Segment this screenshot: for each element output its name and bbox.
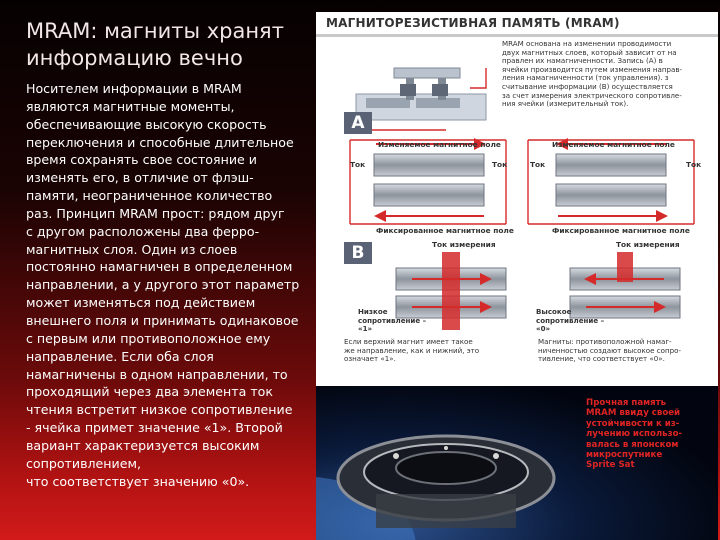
body-line: раз. Принцип MRAM прост: рядом друг — [26, 205, 285, 221]
body-line: направлении, а у другого этот параметр — [26, 277, 300, 293]
caption-line: Прочная память — [586, 398, 667, 408]
body-line: Носителем информации в MRAM — [26, 81, 242, 96]
explanation-line: Магниты: противоположной намаг- — [538, 337, 672, 346]
body-line: постоянно намагничен в определенном — [26, 259, 293, 275]
infographic-title: МАГНИТОРЕЗИСТИВНАЯ ПАМЯТЬ (MRAM) — [326, 16, 620, 30]
body-line: сопротивлением, — [26, 455, 141, 471]
body-line: являются магнитные моменты, — [26, 98, 235, 114]
label-current: Ток — [530, 160, 546, 169]
body-line: с другом расположены два ферро- — [26, 223, 260, 239]
intro-line: двух магнитных слоев, который зависит от на — [502, 47, 677, 57]
explanation-line: Если верхний магнит имеет такое — [344, 337, 473, 346]
explanation-line: тивление, что соответствует «0». — [538, 354, 665, 364]
label-current: Ток — [350, 160, 366, 169]
body-line: намагничены в одном направлении, то — [26, 366, 288, 382]
title-divider — [316, 34, 718, 37]
intro-line: MRAM основана на изменении проводимости — [502, 39, 672, 48]
body-line: может изменяться под действием — [26, 295, 256, 311]
label-current: Ток — [492, 160, 508, 169]
body-line: проходящий через два элемента ток — [26, 384, 273, 400]
body-line: время сохранять свое состояние и — [26, 152, 257, 168]
slide-body-text — [26, 80, 310, 490]
section-a-badge: A — [344, 112, 372, 134]
label-current: Ток — [686, 160, 702, 169]
body-line: обеспечивающие высокую скорость — [26, 116, 267, 132]
caption-line: устойчивости к из- — [586, 418, 680, 429]
body-line: магнитных слоя. Один из слоев — [26, 241, 238, 257]
body-line: внешнего поля и принимать одинаковое — [26, 312, 299, 328]
label-variable-field: Изменяемое магнитное поле — [552, 140, 675, 149]
label-high-resistance: Высокое сопротивление – «0» — [536, 307, 605, 334]
body-line: памяти, неограниченное количество — [26, 188, 273, 204]
body-line: вариант характеризуется высоким — [26, 437, 260, 453]
caption-line: микроспутнике — [586, 450, 663, 461]
body-line: направление. Если оба слоя — [26, 348, 214, 364]
label-low-resistance: Низкое сопротивление – «1» — [358, 307, 427, 334]
label-fixed-field: Фиксированное магнитное поле — [552, 226, 690, 235]
intro-line: ния ячейки (измерительный ток). — [502, 99, 629, 109]
caption-line: лучению использо- — [586, 429, 683, 440]
explanation-line: ниченностью создают высокое сопро- — [538, 345, 682, 355]
intro-line: считывание информации (B) осуществляется — [502, 81, 673, 91]
low-resistance-explanation — [344, 338, 514, 364]
slide-title: MRAM: магниты хранят информацию вечно — [26, 19, 284, 70]
explanation-line: означает «1». — [344, 354, 396, 364]
body-line: переключения и способные длительное — [26, 134, 294, 150]
body-line: изменять его, в отличие от флэш- — [26, 170, 254, 186]
caption-line: Sprite Sat — [586, 460, 635, 471]
label-measure-current: Ток измерения — [616, 240, 680, 249]
body-line: - ячейка примет значение «1». Второй — [26, 420, 283, 436]
explanation-line: же направление, как и нижний, это — [344, 345, 480, 355]
intro-line: правлен их намагниченности. Запись (A) в — [502, 56, 663, 66]
intro-line: ления намагниченности (ток управления). з — [502, 73, 669, 83]
body-line: чтения встретит низкое сопротивление — [26, 402, 293, 418]
body-line: что соответствует значению «0». — [26, 473, 250, 489]
caption-line: валась в японском — [586, 439, 679, 450]
section-b-badge: B — [344, 242, 372, 264]
label-measure-current: Ток измерения — [432, 240, 496, 249]
label-variable-field: Изменяемое магнитное поле — [378, 140, 501, 149]
intro-line: ячейки производится путем изменения направ- — [502, 64, 683, 74]
intro-text — [502, 40, 714, 109]
high-resistance-explanation — [538, 338, 714, 364]
mram-infographic — [316, 12, 718, 540]
body-line: с первым или противоположное ему — [26, 330, 271, 346]
caption-line: MRAM ввиду своей — [586, 408, 681, 419]
photo-caption — [586, 398, 714, 471]
intro-line: за счет измерения электрического сопротивле- — [502, 90, 682, 100]
label-fixed-field: Фиксированное магнитное поле — [376, 226, 514, 235]
